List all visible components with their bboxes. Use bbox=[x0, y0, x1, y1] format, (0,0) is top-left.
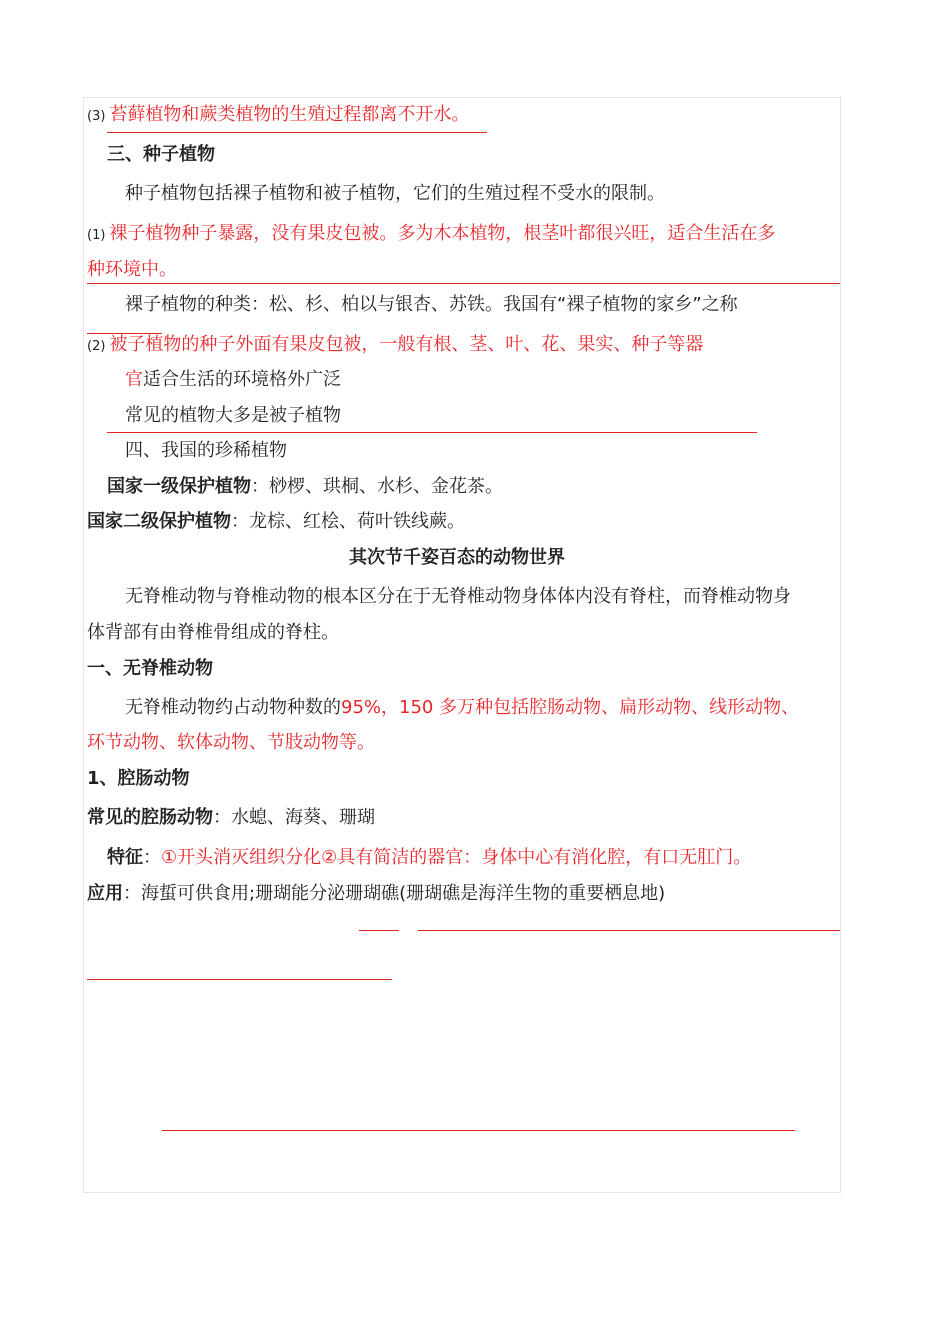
common-plants-line: 常见的植物大多是被子植物 bbox=[125, 405, 341, 426]
level2-protected bbox=[87, 510, 465, 534]
gymnosperm-kinds: 裸子植物的种类：松、杉、柏以与银杏、苏铁。我国有“裸子植物的家乡”之称 bbox=[125, 294, 738, 315]
underline bbox=[359, 930, 399, 931]
level1-label: 国家一级保护植物 bbox=[107, 476, 251, 497]
moss-fern-text: 苔藓植物和蕨类植物的生殖过程都离不开水。 bbox=[109, 104, 470, 125]
feature-colon: ： bbox=[143, 847, 161, 868]
angiosperm-text: 被子植物的种子外面有果皮包被，一般有根、茎、叶、花、果实、种子等器 bbox=[109, 334, 704, 355]
common-coel-text: ：水螅、海葵、珊瑚 bbox=[213, 807, 375, 828]
item-number: (1) bbox=[87, 228, 106, 243]
underline bbox=[87, 283, 840, 284]
level2-text: ：龙棕、红桧、荷叶铁线蕨。 bbox=[231, 511, 465, 532]
feature-label: 特征 bbox=[107, 847, 143, 868]
apply-text: ：海蜇可供食用;珊瑚能分泌珊瑚礁(珊瑚礁是海洋生物的重要栖息地) bbox=[123, 883, 666, 904]
heading-rare-plants: 四、我国的珍稀植物 bbox=[125, 440, 287, 461]
share-text: 无脊椎动物约占动物种数的 bbox=[125, 697, 341, 718]
level2-label: 国家二级保护植物 bbox=[87, 511, 231, 532]
item-number: (3) bbox=[87, 109, 106, 124]
invertebrate-paragraph-cont: 体背部有由脊椎骨组成的脊柱。 bbox=[87, 622, 339, 643]
page-frame bbox=[83, 97, 841, 1193]
underline bbox=[87, 979, 392, 980]
application-line bbox=[87, 882, 665, 906]
heading-invertebrates: 一、无脊椎动物 bbox=[87, 658, 213, 679]
underline bbox=[418, 930, 840, 931]
feature-line bbox=[107, 846, 751, 870]
angiosperm-text-cont bbox=[125, 368, 341, 392]
gymnosperm-line bbox=[87, 222, 775, 248]
share-text-red: 95%，150 多万种包括腔肠动物、扁形动物、线形动物、 bbox=[341, 697, 800, 718]
level1-text: ：桫椤、珙桐、水杉、金花茶。 bbox=[251, 476, 503, 497]
gymnosperm-text-cont: 种环境中。 bbox=[87, 259, 177, 280]
common-coelenterates bbox=[87, 806, 375, 830]
angiosperm-red-char: 官 bbox=[125, 369, 143, 390]
angiosperm-line bbox=[87, 333, 703, 359]
invertebrate-share-cont: 环节动物、软体动物、节肢动物等。 bbox=[87, 732, 375, 753]
apply-label: 应用 bbox=[87, 883, 123, 904]
section-title: 其次节千姿百态的动物世界 bbox=[349, 547, 565, 568]
angiosperm-rest: 适合生活的环境格外广泛 bbox=[143, 369, 341, 390]
underline bbox=[107, 432, 757, 433]
common-coel-label: 常见的腔肠动物 bbox=[87, 807, 213, 828]
seed-plants-paragraph: 种子植物包括裸子植物和被子植物，它们的生殖过程不受水的限制。 bbox=[125, 183, 665, 204]
feature-text: ①开头消灭组织分化②具有简洁的器官：身体中心有消化腔，有口无肛门。 bbox=[161, 847, 752, 868]
gymnosperm-text: 裸子植物种子暴露，没有果皮包被。多为木本植物，根茎叶都很兴旺，适合生活在多 bbox=[109, 223, 776, 244]
moss-fern-line bbox=[87, 103, 469, 129]
underline bbox=[107, 132, 487, 133]
level1-protected bbox=[107, 475, 503, 499]
item-number: (2) bbox=[87, 339, 106, 354]
invertebrate-paragraph: 无脊椎动物与脊椎动物的根本区分在于无脊椎动物身体体内没有脊柱，而脊椎动物身 bbox=[125, 586, 791, 607]
heading-coelenterates: 1、腔肠动物 bbox=[87, 768, 190, 789]
heading-seed-plants: 三、种子植物 bbox=[107, 144, 215, 165]
invertebrate-share-line bbox=[125, 696, 799, 720]
underline bbox=[162, 1130, 795, 1131]
